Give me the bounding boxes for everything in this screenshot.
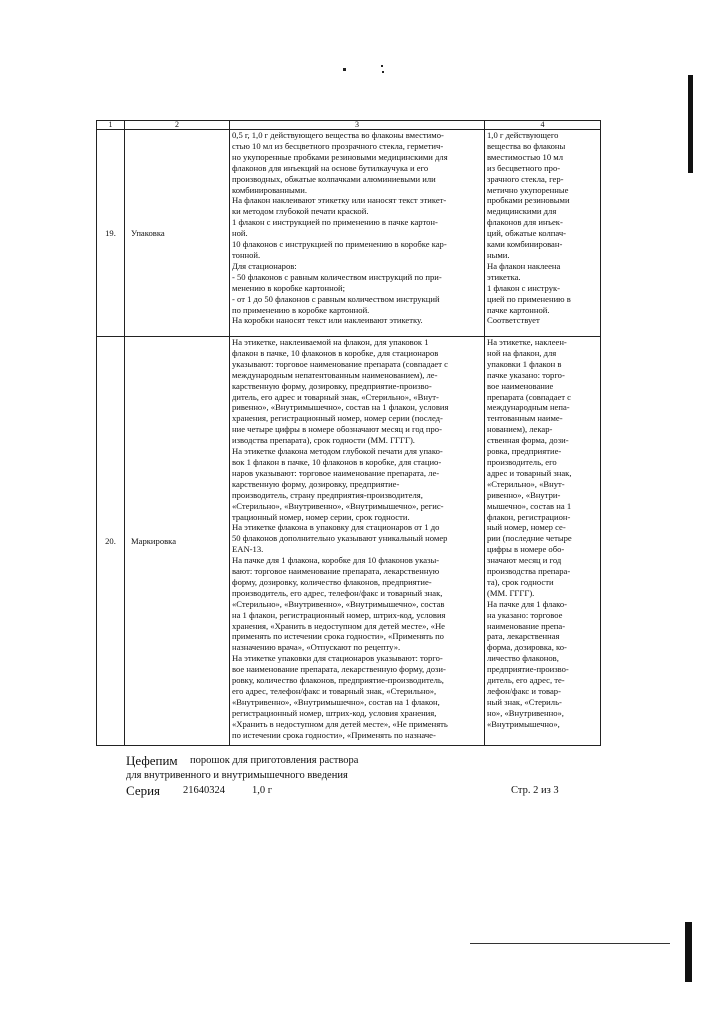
column-number: 3 [230, 121, 485, 130]
section-name: Упаковка [125, 130, 230, 337]
column-number: 2 [125, 121, 230, 130]
scan-speck [381, 65, 383, 67]
scan-edge-mark-top [688, 75, 693, 173]
table-row [97, 130, 601, 337]
series-number: 21640324 [183, 785, 225, 796]
product-form-line1: порошок для приготовления раствора [190, 755, 359, 766]
specification-table [96, 120, 601, 746]
requirement-text: 0,5 г, 1,0 г действующего вещества во флаконы вместимо- стью 10 мл из бесцветного прозрачного стекла, герметич- но укупоренные пробками резиновыми медицинскими для флаконов для инъекций на основе бутилкаучука и его производных, обжатые колпачками алюминиевыми или комбинированными. На флакон наклеивают этикетку или наносят текст этикет- ки методом глубокой печати краской. 1 флакон с инструкцией по применению в пачке картон- ной. 10 флаконов с инструкцией по применению в коробке кар- тонной. Для стационаров: - 50 флаконов с равным количеством инструкций по при- менению в коробке картонной; - от 1 до 50 флаконов с равным количеством инструкций по применению в коробке картонной. На коробки наносят текст или наклеивают этикетку. [230, 130, 485, 337]
column-number-row [97, 121, 601, 130]
scan-speck [343, 68, 346, 71]
series-label: Серия [126, 783, 161, 798]
product-name: Цефепим [126, 753, 178, 768]
result-text: На этикетке, наклеен- ной на флакон, для упаковки 1 флакон в пачке указано: торго- вое наименование препарата (совпадает с международным непа- тентованным наиме- нованием), лекар- ственная форма, дози- ровка, предприятие- производитель, его адрес и товарный знак, «Стерильно», «Внут- ривенно», «Внутри- мышечно», состав на 1 флакон, регистрацион- ный номер, номер се- рии (последние четыре цифры в номере обо- значают месяц и год производства препара- та), срок годности (ММ. ГГГГ). На пачке для 1 флако- на указано: торговое наименование препа- рата, лекарственная форма, дозировка, ко- личество флаконов, предприятие-произво- дитель, его адрес, те- лефон/факс и товар- ный знак, «Стериль- но», «Внутривенно», «Внутримышечно», [485, 337, 601, 746]
scan-rule-line [470, 943, 670, 944]
dose: 1,0 г [252, 785, 273, 796]
column-number: 4 [485, 121, 601, 130]
scan-edge-mark-bottom [685, 922, 692, 982]
product-form-line2: для внутривенного и внутримышечного введения [126, 770, 348, 781]
table-row [97, 337, 601, 746]
result-text: 1,0 г действующего вещества во флаконы вместимостью 10 мл из бесцветного про- зрачного стекла, гер- метично укупоренные пробками резиновыми медицинскими для флаконов для инъек- ций, обжатые колпач- ками комбинирован- ными. На флакон наклеена этикетка. 1 флакон с инструк- цией по применению в пачке картонной. Соответствует [485, 130, 601, 337]
scan-speck [382, 71, 384, 73]
row-number: 19. [97, 130, 125, 337]
page-number: Стр. 2 из 3 [511, 785, 559, 796]
row-number: 20. [97, 337, 125, 746]
section-name: Маркировка [125, 337, 230, 746]
requirement-text: На этикетке, наклеиваемой на флакон, для упаковок 1 флакон в пачке, 10 флаконов в коробке, для стационаров указывают: торговое наименование препарата (совпадает с международным непатентованным наименованием), ле- карственную форму, дозировку, предприятие-произво- дитель, его адрес и товарный знак, «Стерильно», «Внут- ривенно», «Внутримышечно», состав на 1 флакон, условия хранения, регистрационный номер, номер серии (послед- ние четыре цифры в номере обозначают месяц и год про- изводства препарата), срок годности (ММ. ГГГГ). На этикетке флакона методом глубокой печати для упако- вок 1 флакон в пачке, 10 флаконов в коробке, для стацио- наров указывают: торговое наименование препарата, ле- карственную форму, дозировку, предприятие- производитель, страну предприятия-производителя, «Стерильно», «Внутривенно», «Внутримышечно», регис- трационный номер, номер серии, срок годности. На этикетке флакона в упаковку для стационаров от 1 до 50 флаконов дополнительно указывают уникальный номер EAN-13. На пачке для 1 флакона, коробке для 10 флаконов указы- вают: торговое наименование препарата, лекарственную форму, дозировку, количество флаконов, предприятие- производитель, его адрес, телефон/факс и товарный знак, «Стерильно», «Внутривенно», «Внутримышечно», состав на 1 флакон, регистрационный номер, штрих-код, условия хранения, «Хранить в недоступном для детей месте», «Не применять по истечении срока годности», «Применять по назначению врача», «Отпускают по рецепту». На этикетке упаковки для стационаров указывают: торго- вое наименование препарата, лекарственную форму, дози- ровку, количество флаконов, предприятие-производитель, его адрес, телефон/факс и товарный знак, «Стерильно», «Внутривенно», «Внутримышечно», состав на 1 флакон, регистрационный номер, штрих-код, условия хранения, «Хранить в недоступном для детей месте», «Не применять по истечении срока годности», «Применять по назначе- [230, 337, 485, 746]
column-number: 1 [97, 121, 125, 130]
